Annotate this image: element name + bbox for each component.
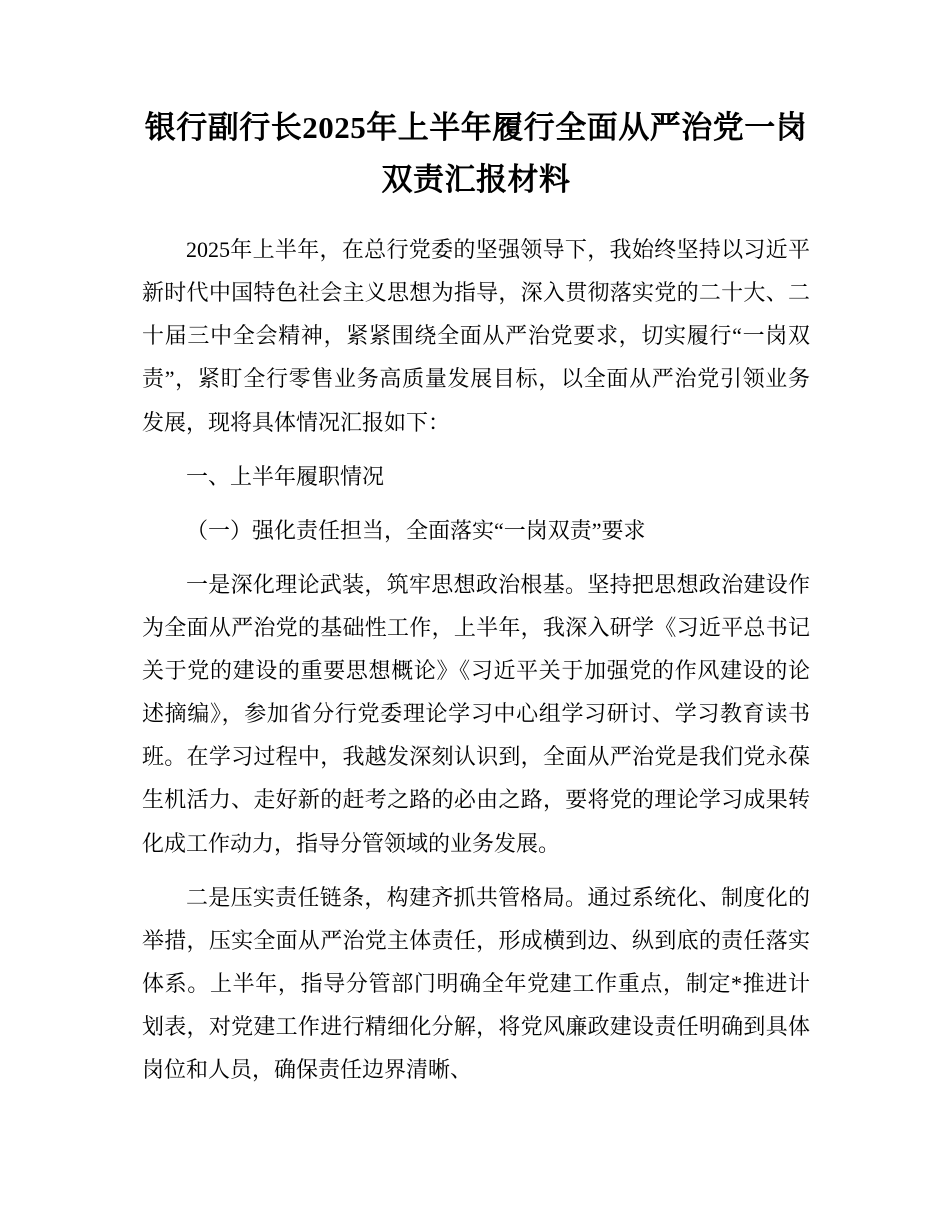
subheading: （一）强化责任担当，全面落实“一岗双责”要求 [186,517,646,543]
paragraph: 一是深化理论武装，筑牢思想政治根基。坚持把思想政治建设作为全面从严治党的基础性工作，上半年，我深入研学《习近平总书记关于党的建设的重要思想概论》《习近平关于加强党的作风建设的论述摘编》，参加省分行党委理论学习中心组学习研讨、学习教育读书班。在学习过程中，我越发深刻认识到，全面从严治党是我们党永葆生机活力、走好新的赶考之路的必由之路，要将党的理论学习成果转化成工作动力，指导分管领域的业务发展。 [142,571,810,856]
paragraph: 二是压实责任链条，构建齐抓共管格局。通过系统化、制度化的举措，压实全面从严治党主体责任，形成横到边、纵到底的责任落实体系。上半年，指导分管部门明确全年党建工作重点，制定*推进计划表，对党建工作进行精细化分解，将党风廉政建设责任明确到具体岗位和人员，确保责任边界清晰、 [142,884,810,1083]
heading: 一、上半年履职情况 [186,463,385,489]
document-title: 银行副行长2025年上半年履行全面从严治党一岗双责汇报材料 [144,110,808,198]
paragraph: 2025年上半年，在总行党委的坚强领导下，我始终坚持以习近平新时代中国特色社会主义思想为指导，深入贯彻落实党的二十大、二十届三中全会精神，紧紧围绕全面从严治党要求，切实履行“一岗双责”，紧盯全行零售业务高质量发展目标，以全面从严治党引领业务发展，现将具体情况汇报如下： [142,237,810,435]
document-body [142,228,810,1091]
